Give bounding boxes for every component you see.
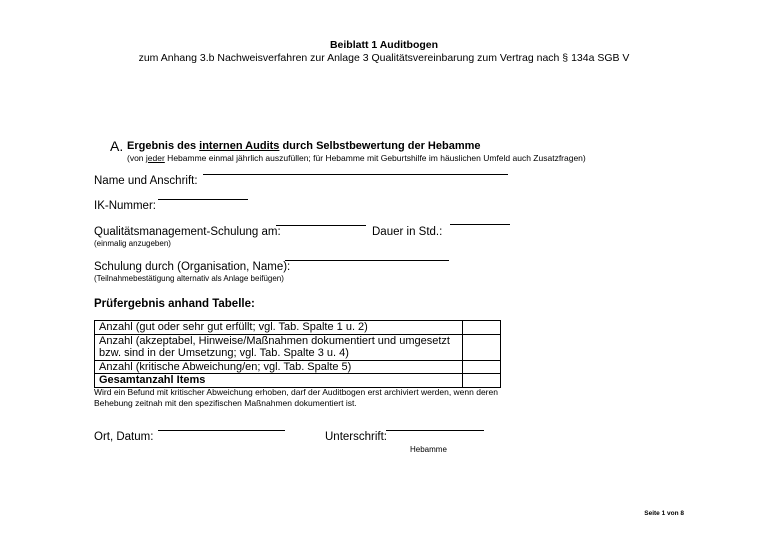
row-value-cell[interactable]: [463, 321, 501, 335]
row-label: Gesamtanzahl Items: [95, 374, 463, 388]
schulung-label: Schulung durch (Organisation, Name):: [94, 261, 291, 273]
document-subtitle: zum Anhang 3.b Nachweisverfahren zur Anlage 3 Qualitätsvereinbarung zum Vertrag nach § 134a SGB V: [138, 52, 630, 64]
section-note-part: Hebamme einmal jährlich auszufüllen; für Hebamme mit Geburtshilfe im häuslichen Umfeld auch Zusatzfragen): [164, 153, 586, 163]
section-note-underlined: jeder: [145, 153, 165, 163]
unterschrift-field[interactable]: [386, 430, 484, 431]
section-title-part: Ergebnis des: [127, 140, 200, 152]
unterschrift-caption: Hebamme: [410, 445, 447, 454]
section-title-part: durch Selbstbewertung der Hebamme: [279, 140, 481, 152]
ort-datum-field[interactable]: [158, 430, 285, 431]
row-value-cell[interactable]: [463, 360, 501, 374]
row-label: Anzahl (kritische Abweichung/en; vgl. Tab. Spalte 5): [95, 360, 463, 374]
dauer-label: Dauer in Std.:: [372, 226, 443, 238]
row-label: Anzahl (akzeptabel, Hinweise/Maßnahmen dokumentiert und umgesetzt bzw. sind in der Umsetzung; vgl. Tab. Spalte 3 u. 4): [95, 334, 463, 360]
qm-label: Qualitätsmanagement-Schulung am:: [94, 226, 281, 238]
dauer-field[interactable]: [450, 224, 510, 225]
schulung-note: (Teilnahmebestätigung alternativ als Anlage beifügen): [94, 274, 284, 283]
ik-field[interactable]: [158, 199, 248, 200]
table-row: [95, 321, 501, 335]
result-heading: Prüfergebnis anhand Tabelle:: [94, 298, 255, 310]
result-note: Wird ein Befund mit kritischer Abweichung erhoben, darf der Auditbogen erst archiviert werden, wenn deren Behebung zeitnah mit den spezifischen Maßnahmen dokumentiert ist.: [94, 387, 498, 408]
section-note: [127, 153, 586, 163]
qm-note: (einmalig anzugeben): [94, 239, 171, 248]
qm-date-field[interactable]: [276, 225, 366, 226]
section-note-part: (von: [127, 153, 146, 163]
row-label: Anzahl (gut oder sehr gut erfüllt; vgl. Tab. Spalte 1 u. 2): [95, 321, 463, 335]
section-letter: A.: [110, 138, 124, 154]
ort-datum-label: Ort, Datum:: [94, 431, 154, 443]
page-number: Seite 1 von 8: [644, 510, 684, 517]
section-title: [127, 140, 481, 152]
document-title: Beiblatt 1 Auditbogen: [329, 39, 439, 51]
section-title-underlined: internen Audits: [199, 140, 280, 152]
name-label: Name und Anschrift:: [94, 175, 198, 187]
row-value-cell[interactable]: [463, 334, 501, 360]
table-row: [95, 360, 501, 374]
schulung-field[interactable]: [285, 260, 449, 261]
row-value-cell[interactable]: [463, 374, 501, 388]
name-field[interactable]: [203, 174, 250, 175]
ik-label: IK-Nummer:: [94, 200, 156, 212]
table-row-total: [95, 374, 501, 388]
unterschrift-label: Unterschrift:: [325, 431, 387, 443]
table-row: [95, 334, 501, 360]
result-table: [94, 320, 501, 388]
name-field-line[interactable]: [250, 174, 508, 175]
